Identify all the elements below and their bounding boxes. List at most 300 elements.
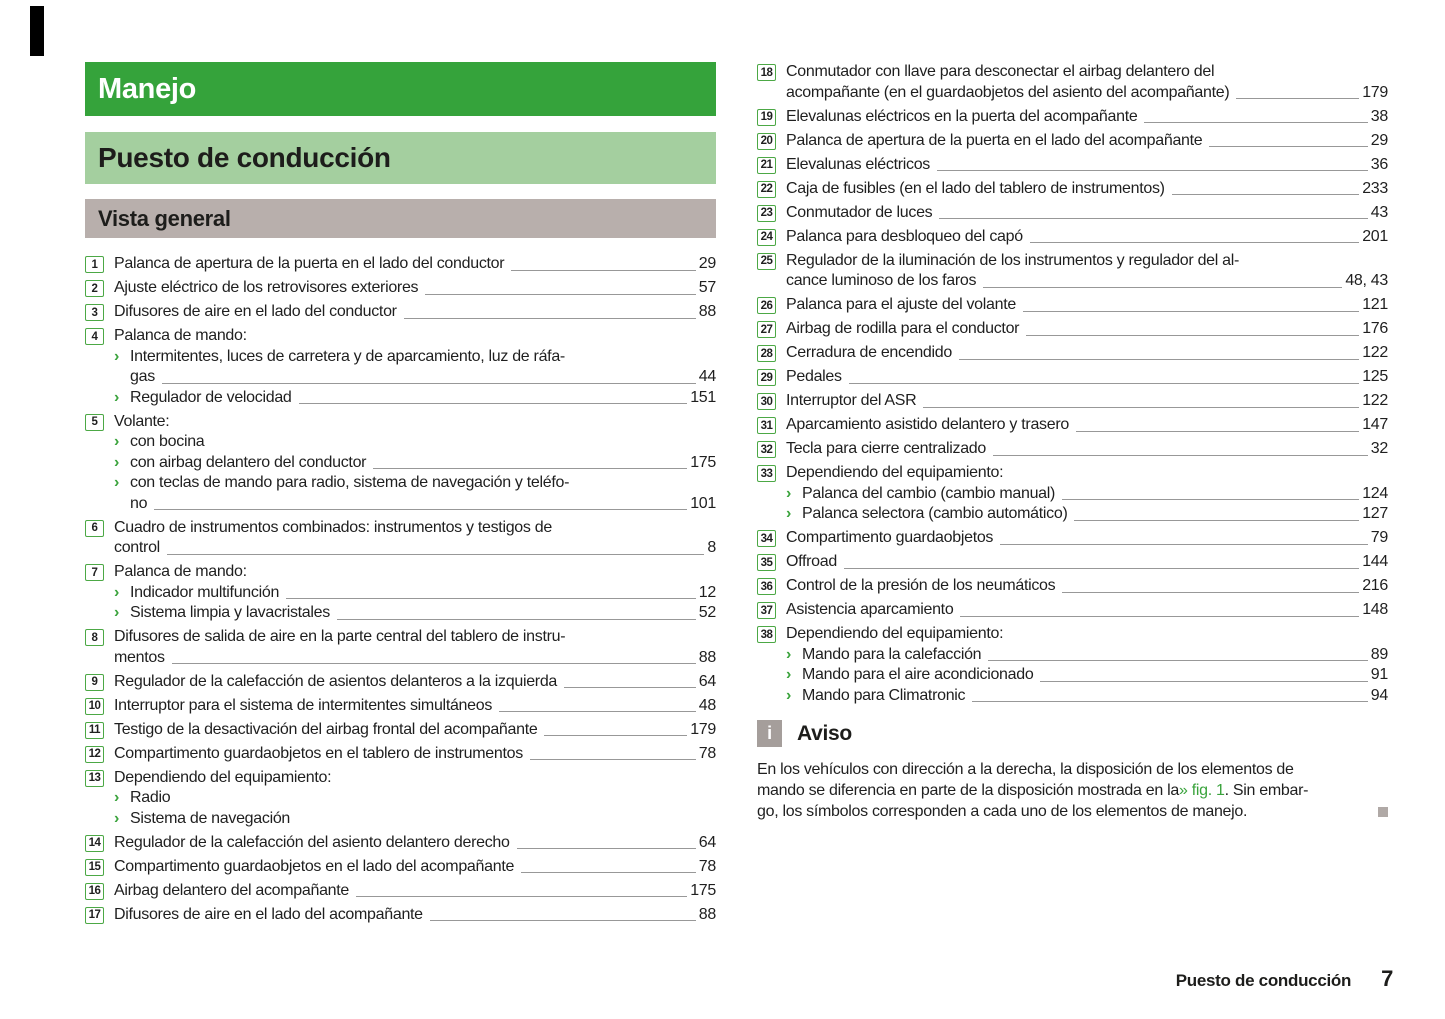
leader-line [286,598,696,599]
notice-text-line [757,801,1388,822]
toc-sub-entry [114,347,716,388]
toc-line [130,583,716,604]
toc-line-text: Aparcamiento asistido delantero y trasero [786,416,1069,433]
toc-entry [757,227,1388,248]
toc-entry-content [114,254,716,275]
left-column [85,62,716,929]
toc-entry [757,439,1388,460]
toc-entry [85,768,716,830]
toc-entry-content [786,528,1388,549]
page-number-ref: 201 [1362,227,1388,245]
toc-line-text: Regulador de la calefacción de asientos delanteros a la izquierda [114,672,558,690]
item-number-badge: 29 [757,369,776,386]
toc-line-text: con teclas de mando para radio, sistema de navegación y teléfo- [130,474,570,491]
item-number-badge: 4 [85,328,104,345]
toc-entry-content [114,412,716,515]
item-number-badge: 36 [757,578,776,595]
section-end-marker [1378,807,1388,817]
toc-entry-content [114,905,716,926]
leader-line [849,383,1359,384]
page-number-ref: 88 [698,648,716,666]
toc-entry-content [114,672,716,693]
toc-line [114,302,716,323]
toc-entry [85,412,716,515]
item-number-badge: 15 [85,859,104,876]
toc-entry [757,155,1388,176]
toc-entry [757,415,1388,436]
page-number-ref: 48 [698,696,716,714]
leader-line [511,270,695,271]
notice-text: mando se diferencia en parte de la disposición mostrada en la [757,782,1179,799]
leader-line [154,509,687,510]
toc-sub-entry [786,484,1388,505]
toc-line-text: Intermitentes, luces de carretera y de aparcamiento, luz de ráfa- [130,347,565,365]
toc-entry-content [114,744,716,765]
toc-line-text: Compartimento guardaobjetos [786,529,994,546]
toc-line-text: cance luminoso de los faros [786,272,977,289]
toc-line [114,648,716,669]
toc-line [130,809,716,830]
toc-entry-content [114,881,716,902]
item-number-badge: 7 [85,564,104,581]
toc-sub-entry [114,473,716,514]
toc-entry-content [114,326,716,408]
chevron-bullet-icon: › [114,388,120,406]
toc-sub-content [130,583,716,604]
leader-line [1030,242,1359,243]
toc-line [114,562,716,583]
toc-entry [757,576,1388,597]
page-number-ref: 64 [698,833,716,851]
item-number-badge: 9 [85,674,104,691]
toc-entry [757,552,1388,573]
toc-entry-content [114,833,716,854]
page-number-ref: 43 [1370,203,1388,221]
toc-entry-content [114,278,716,299]
section-title: Puesto de conducción [98,142,391,173]
leader-line [1000,544,1368,545]
toc-line [786,367,1388,388]
item-number-badge: 31 [757,417,776,434]
leader-line [1062,499,1359,500]
leader-line [1026,335,1359,336]
toc-entry [85,562,716,624]
item-number-badge: 38 [757,626,776,643]
item-number-badge: 18 [757,64,776,81]
toc-entry [85,254,716,275]
toc-entry [757,528,1388,549]
toc-line-text: Mando para Climatronic [802,686,966,704]
page-number-ref: 89 [1370,645,1388,663]
page-number-ref: 12 [698,583,716,601]
toc-entry-content [114,518,716,559]
notice-title: Aviso [797,721,852,745]
toc-sub-entry [114,583,716,604]
item-number-badge: 35 [757,554,776,571]
item-number-badge: 21 [757,157,776,174]
item-number-badge: 3 [85,304,104,321]
leader-line [939,218,1367,219]
section-header [85,132,716,184]
toc-entry [757,179,1388,200]
page-number-ref: 122 [1362,392,1388,409]
item-number-badge: 6 [85,520,104,537]
page-number-ref: 38 [1370,107,1388,125]
toc-sub-content [802,686,1388,707]
notice-text: En los vehículos con dirección a la derecha, la disposición de los elementos de [757,761,1294,778]
page-number-ref: 36 [1370,155,1388,173]
page-number-ref: 175 [690,881,716,899]
leader-line [1236,98,1359,99]
toc-line [786,295,1388,316]
leader-line [959,359,1359,360]
leader-line [172,663,696,664]
chevron-bullet-icon: › [786,666,792,683]
page-number-ref: 101 [690,494,716,512]
toc-entry-content [786,319,1388,340]
toc-line-text: Elevalunas eléctricos [786,155,930,173]
toc-line-text: Airbag delantero del acompañante [114,881,350,899]
toc-sub-content [802,484,1388,505]
leader-line [430,920,696,921]
page-number-ref: 179 [690,720,716,738]
leader-line [517,848,696,849]
toc-entry [85,881,716,902]
toc-sub-content [130,388,716,409]
toc-line [130,603,716,624]
toc-line-text: acompañante (en el guardaobjetos del asiento del acompañante) [786,83,1230,101]
toc-line-text: Interruptor del ASR [786,392,917,409]
toc-line [786,62,1388,83]
page-number-ref: 32 [1370,440,1388,457]
leader-line [1062,592,1359,593]
toc-line [114,278,716,299]
item-number-badge: 2 [85,280,104,297]
toc-line [114,833,716,854]
leader-line [404,318,696,319]
chevron-bullet-icon: › [114,474,120,491]
leader-line [1074,520,1359,521]
toc-entry [757,367,1388,388]
toc-line-text: con airbag delantero del conductor [130,453,367,471]
toc-line-text: Indicador multifunción [130,583,280,601]
toc-line [786,552,1388,573]
toc-entry [757,463,1388,525]
toc-entry [757,391,1388,412]
page-number-ref: 8 [707,539,716,556]
toc-entry-content [786,600,1388,621]
toc-sub-content [130,809,716,830]
footer-section-label: Puesto de conducción [1175,971,1352,990]
chevron-bullet-icon: › [786,645,792,663]
toc-entry [757,251,1388,292]
item-number-badge: 12 [85,746,104,763]
toc-line [802,686,1388,707]
footer-page-number: 7 [1381,966,1393,991]
toc-line-text: Caja de fusibles (en el lado del tablero de instrumentos) [786,179,1165,197]
toc-entry [85,833,716,854]
page-number-ref: 121 [1362,296,1388,313]
toc-entry [85,744,716,765]
toc-sub-content [802,504,1388,525]
item-number-badge: 10 [85,698,104,715]
toc-line-text: Sistema limpia y lavacristales [130,604,330,621]
toc-line-text: Regulador de velocidad [130,388,292,406]
toc-line [786,624,1388,645]
item-number-badge: 5 [85,414,104,431]
leader-line [923,407,1359,408]
page-number-ref: 125 [1362,368,1388,385]
toc-entry-content [786,415,1388,436]
item-number-badge: 17 [85,907,104,924]
page-number-ref: 122 [1362,344,1388,361]
toc-sub-entry [114,788,716,809]
toc-entry [85,672,716,693]
toc-sub-entry [114,809,716,830]
toc-line [114,254,716,275]
item-number-badge: 1 [85,256,104,273]
item-number-badge: 19 [757,109,776,126]
toc-line [130,494,716,515]
toc-entry-content [114,857,716,878]
toc-entry-content [786,179,1388,200]
toc-entry-content [786,439,1388,460]
toc-entry-content [114,627,716,668]
toc-entry-content [786,155,1388,176]
toc-line-text: no [130,494,148,512]
toc-entry [757,343,1388,364]
toc-line [130,388,716,409]
chevron-bullet-icon: › [114,583,120,601]
toc-entry [757,624,1388,706]
toc-line-text: Pedales [786,368,842,385]
page-number-ref: 78 [698,744,716,762]
toc-line-text: Difusores de aire en el lado del conductor [114,303,397,320]
toc-sub-entry [114,453,716,474]
toc-line-text: Palanca selectora (cambio automático) [802,505,1068,522]
item-number-badge: 14 [85,835,104,852]
toc-line-text: Palanca para desbloqueo del capó [786,227,1023,245]
toc-line-text: Ajuste eléctrico de los retrovisores exteriores [114,279,419,296]
toc-line-text: Dependiendo del equipamiento: [786,464,1004,481]
page-number-ref: 78 [698,857,716,875]
toc-line-text: Palanca del cambio (cambio manual) [802,484,1056,502]
toc-line [130,432,716,453]
item-number-badge: 28 [757,345,776,362]
page-number-ref: 48, 43 [1345,272,1388,289]
subsection-title: Vista general [98,205,231,231]
toc-line-text: Volante: [114,412,170,430]
toc-list-right [757,62,1388,706]
toc-line-text: Dependiendo del equipamiento: [114,768,332,786]
toc-line [802,504,1388,525]
chevron-bullet-icon: › [114,809,120,827]
chevron-bullet-icon: › [114,433,120,450]
page-number-ref: 124 [1362,484,1388,502]
toc-sub-entry [114,388,716,409]
page-number-ref: 79 [1370,529,1388,546]
page-number-ref: 151 [690,388,716,406]
leader-line [356,896,687,897]
page-number-ref: 52 [698,604,716,621]
toc-line [130,473,716,494]
item-number-badge: 20 [757,133,776,150]
item-number-badge: 22 [757,181,776,198]
toc-line-text: Cerradura de encendido [786,344,952,361]
toc-entry-content [786,295,1388,316]
toc-line-text: Compartimento guardaobjetos en el tablero de instrumentos [114,744,523,762]
item-number-badge: 32 [757,441,776,458]
page-number-ref: 216 [1362,577,1388,594]
toc-entry [85,326,716,408]
toc-line [786,319,1388,340]
leader-line [988,660,1368,661]
toc-line-text: Difusores de aire en el lado del acompañante [114,905,423,923]
toc-entry [757,131,1388,152]
page-number-ref: 91 [1370,666,1388,683]
chevron-bullet-icon: › [114,604,120,621]
toc-sub-content [802,645,1388,666]
toc-line [786,131,1388,152]
chevron-bullet-icon: › [114,453,120,471]
toc-line [114,881,716,902]
figure-reference-link[interactable]: » fig. 1 [1178,782,1225,799]
toc-line-text: Interruptor para el sistema de intermitentes simultáneos [114,696,493,714]
leader-line [1076,431,1359,432]
page-number-ref: 64 [698,672,716,690]
toc-line [114,326,716,347]
right-column [757,62,1388,822]
toc-line-text: Conmutador con llave para desconectar el airbag delantero del [786,63,1215,80]
info-icon: i [757,720,782,747]
notice-text-line [757,780,1388,801]
toc-line-text: Airbag de rodilla para el conductor [786,320,1020,337]
item-number-badge: 25 [757,253,776,270]
leader-line [521,872,696,873]
chevron-bullet-icon: › [786,686,792,704]
item-number-badge: 34 [757,530,776,547]
toc-sub-content [130,473,716,514]
toc-line [786,576,1388,597]
toc-entry-content [786,62,1388,103]
toc-line-text: Palanca de mando: [114,563,247,580]
toc-line-text: Regulador de la calefacción del asiento delantero derecho [114,833,510,851]
toc-entry-content [114,302,716,323]
toc-line [114,538,716,559]
toc-line-text: Control de la presión de los neumáticos [786,577,1056,594]
page-number-ref: 147 [1362,416,1388,433]
page-number-ref: 148 [1362,601,1388,618]
subsection-header [85,199,716,238]
toc-entry [85,905,716,926]
item-number-badge: 8 [85,629,104,646]
leader-line [373,468,687,469]
toc-line-text: mentos [114,648,165,666]
toc-line [114,768,716,789]
toc-line-text: Conmutador de luces [786,203,933,221]
toc-line-text: Palanca para el ajuste del volante [786,296,1016,313]
toc-entry [85,302,716,323]
page-footer [1176,966,1393,992]
toc-line [786,203,1388,224]
toc-line-text: Radio [130,789,171,806]
toc-line [786,83,1388,104]
toc-line [130,788,716,809]
toc-line [786,391,1388,412]
toc-line [786,271,1388,292]
chevron-bullet-icon: › [114,347,120,365]
toc-line-text: Cuadro de instrumentos combinados: instrumentos y testigos de [114,518,552,536]
page-number-ref: 144 [1362,553,1388,570]
toc-line [114,412,716,433]
toc-sub-entry [786,645,1388,666]
toc-entry [85,518,716,559]
toc-line [114,905,716,926]
toc-line-text: Palanca de apertura de la puerta en el lado del acompañante [786,131,1203,149]
toc-line [114,720,716,741]
page-number-ref: 88 [698,303,716,320]
item-number-badge: 16 [85,883,104,900]
toc-entry-content [786,367,1388,388]
toc-line [130,347,716,368]
page-number-ref: 233 [1362,179,1388,197]
leader-line [337,619,696,620]
toc-entry [85,720,716,741]
item-number-badge: 11 [85,722,104,739]
toc-sub-entry [786,665,1388,686]
leader-line [544,735,687,736]
page-number-ref: 127 [1362,505,1388,522]
toc-line [786,227,1388,248]
notice-text: . Sin embar- [1224,782,1309,799]
leader-line [1040,681,1367,682]
leader-line [983,287,1342,288]
chevron-bullet-icon: › [114,789,120,806]
page-number-ref: 44 [698,368,716,385]
toc-line [802,645,1388,666]
leader-line [937,170,1368,171]
chapter-title: Manejo [98,72,197,105]
leader-line [1144,122,1367,123]
item-number-badge: 26 [757,297,776,314]
toc-line-text: Dependiendo del equipamiento: [786,625,1004,642]
notice-body [757,759,1388,822]
toc-line-text: Testigo de la desactivación del airbag frontal del acompañante [114,720,538,738]
toc-line-text: Mando para el aire acondicionado [802,666,1034,683]
toc-sub-content [130,788,716,809]
leader-line [844,568,1359,569]
toc-line [114,672,716,693]
page-number-ref: 175 [690,453,716,471]
toc-line-text: Palanca de mando: [114,327,247,344]
page-number-ref: 176 [1362,320,1388,337]
toc-sub-entry [114,432,716,453]
toc-entry-content [114,720,716,741]
toc-line-text: Elevalunas eléctricos en la puerta del acompañante [786,107,1138,125]
toc-entry-content [786,131,1388,152]
toc-line-text: con bocina [130,433,205,450]
toc-line [786,463,1388,484]
toc-entry [85,857,716,878]
toc-sub-entry [786,504,1388,525]
toc-line [802,484,1388,505]
toc-line-text: gas [130,368,155,385]
page-number-ref: 179 [1362,83,1388,101]
toc-entry-content [786,391,1388,412]
chevron-bullet-icon: › [786,484,792,502]
page-number-ref: 57 [698,279,716,296]
leader-line [162,383,696,384]
